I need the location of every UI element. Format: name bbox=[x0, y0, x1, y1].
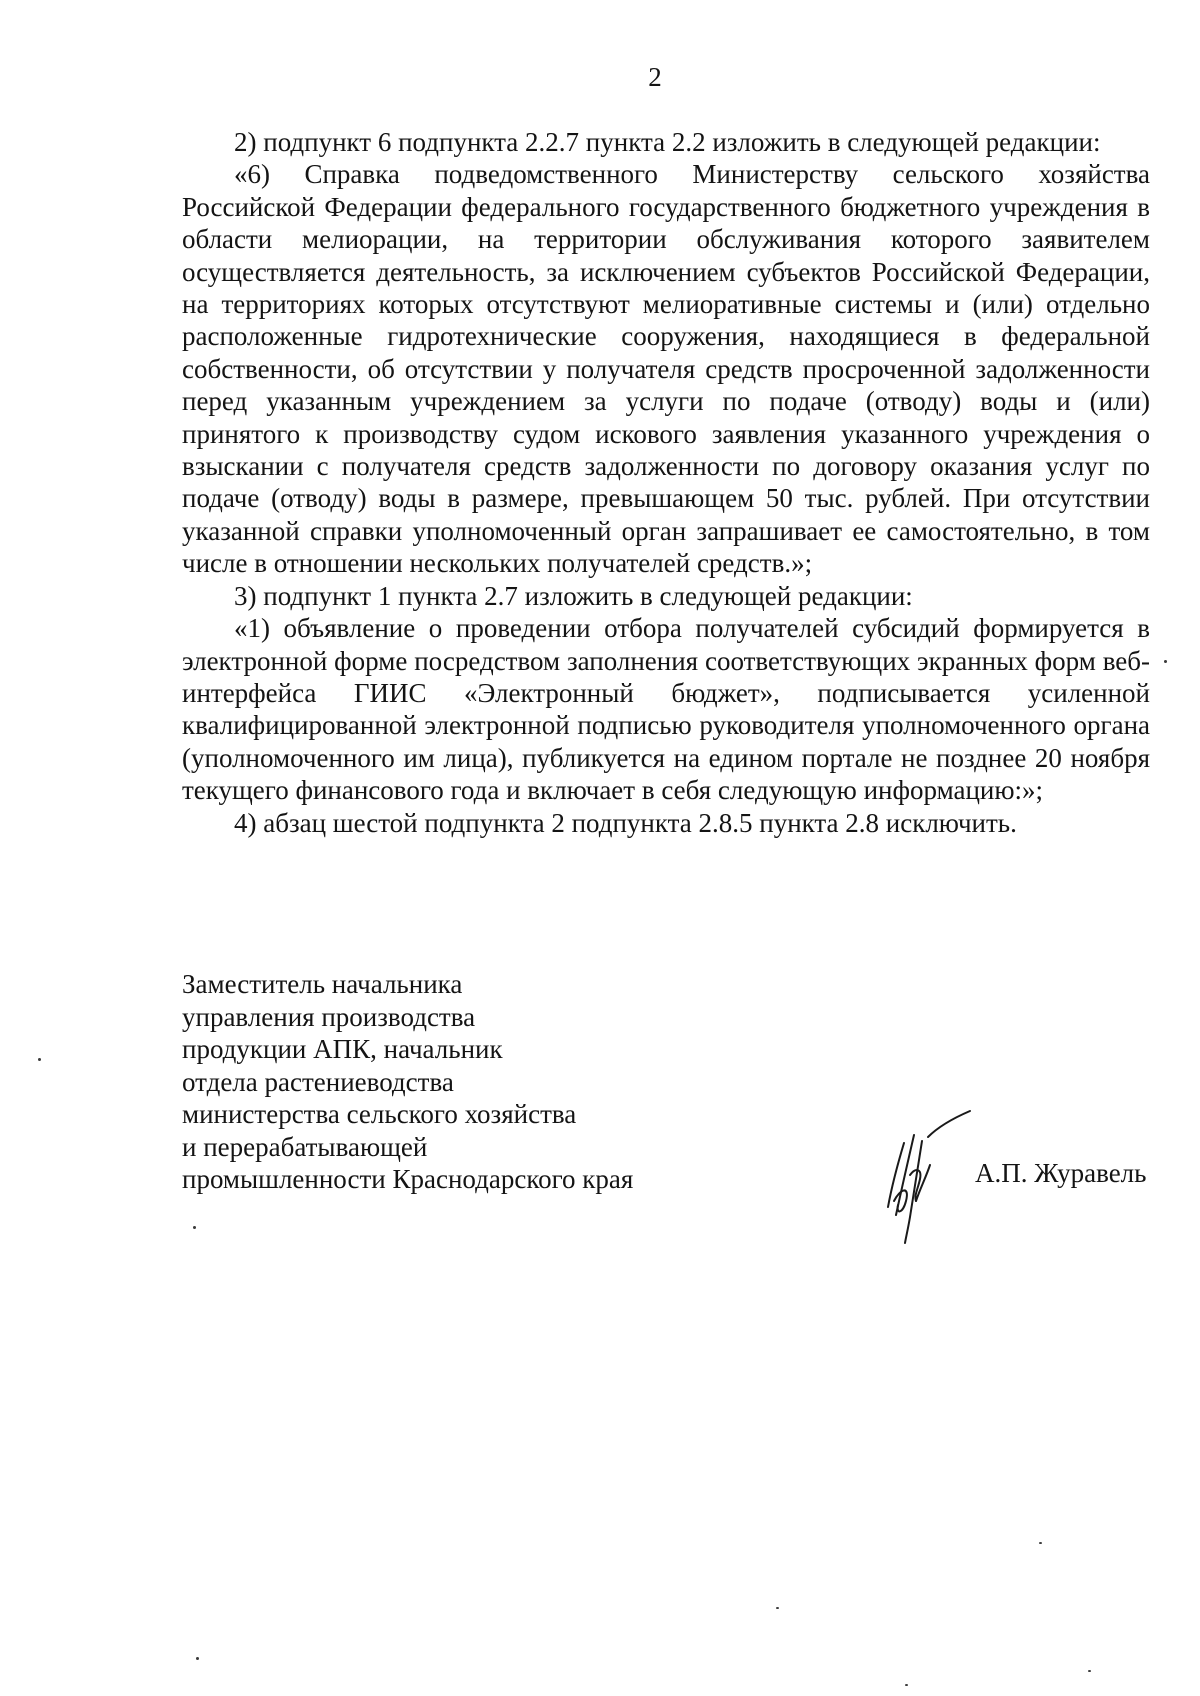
scan-speck bbox=[196, 1657, 199, 1660]
scan-speck bbox=[1164, 660, 1167, 663]
paragraph-subitem-1-text: «1) объявление о проведении отбора получателей субсидий формируется в электронной форме посредством заполнения соответствующих экранных форм веб-интерфейса ГИИС «Электронный бюджет», подписывается усиленной квалифицированной электронной подписью руководителя уполномоченного органа (уполномоченного им лица), публикуется на едином портале не позднее 20 ноября текущего финансового года и включает в себя следующую информацию:»; bbox=[182, 613, 1150, 806]
paragraph-item-4: 4) абзац шестой подпункта 2 подпункта 2.8.5 пункта 2.8 исключить. bbox=[234, 807, 1017, 838]
signatory-title-line: Заместитель начальника bbox=[182, 969, 463, 999]
scan-speck bbox=[905, 1684, 908, 1686]
scan-speck bbox=[1088, 1670, 1091, 1672]
scan-speck bbox=[1039, 1542, 1042, 1544]
signatory-title-line: промышленности Краснодарского края bbox=[182, 1164, 634, 1194]
signatory-title-line: министерства сельского хозяйства bbox=[182, 1099, 577, 1129]
signatory-title-line: управления производства bbox=[182, 1001, 476, 1032]
page-number: 2 bbox=[648, 62, 662, 92]
scan-speck bbox=[776, 1607, 779, 1609]
paragraph-item-3: 3) подпункт 1 пункта 2.7 изложить в следующей редакции: bbox=[234, 580, 913, 611]
signatory-title bbox=[182, 968, 742, 1196]
signatory-title-line: продукции АПК, начальник bbox=[182, 1034, 503, 1064]
paragraph-subitem-6-text: «6) Справка подведомственного Министерству сельского хозяйства Российской Федерации федерального государственного бюджетного учреждения в области мелиорации, на территории обслуживания которого заявителем осуществляется деятельность, за исключением субъектов Российской Федерации, на территориях которых отсутствуют мелиоративные системы и (или) отдельно расположенные гидротехнические сооружения, находящиеся в федеральной собственности, об отсутствии у получателя средств просроченной задолженности перед указанным учреждением за услуги по подаче (отводу) воды и (или) принятого к производству судом искового заявления указанного учреждения о взыскании с получателя средств задолженности по договору оказания услуг по подаче (отводу) воды в размере, превышающем 50 тыс. рублей. При отсутствии указанной справки уполномоченный орган запрашивает ее самостоятельно, в том числе в отношении нескольких получателей средств.»; bbox=[182, 159, 1150, 579]
signatory-name: А.П. Журавель bbox=[975, 1158, 1147, 1188]
scan-speck bbox=[193, 1226, 196, 1229]
paragraph-item-2: 2) подпункт 6 подпункта 2.2.7 пункта 2.2 изложить в следующей редакции: bbox=[234, 127, 1101, 157]
document-body bbox=[182, 126, 1150, 839]
signatory-title-line: и перерабатывающей bbox=[182, 1131, 428, 1162]
signatory-title-line: отдела растениеводства bbox=[182, 1066, 454, 1097]
scan-speck bbox=[38, 1058, 41, 1061]
